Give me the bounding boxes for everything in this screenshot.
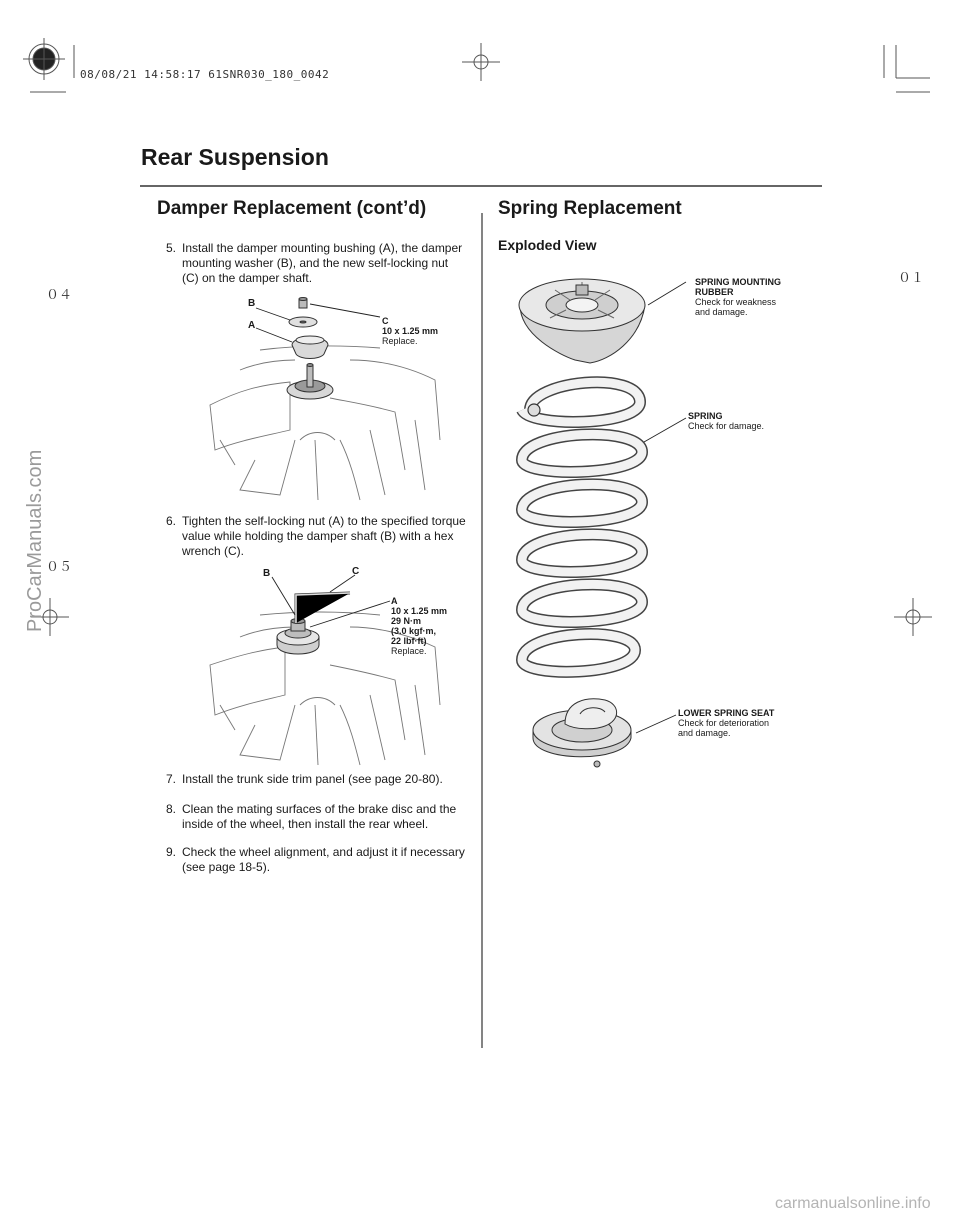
fig1-c-size: 10 x 1.25 mm xyxy=(382,326,439,336)
margin-mark-left-bottom: ０５ xyxy=(46,560,73,575)
callout-note: and damage. xyxy=(678,728,731,738)
callout-name: RUBBER xyxy=(695,287,734,297)
step-text: Check the wheel alignment, and adjust it if necessary (see page 18-5). xyxy=(182,845,465,874)
margin-mark-left-top: ０４ xyxy=(46,288,73,303)
callout-note: and damage. xyxy=(695,307,748,317)
callout-lower-spring-seat xyxy=(678,708,774,738)
step-text: Install the damper mounting bushing (A), the damper mounting washer (B), and the new self-locking nut (C) on the damper shaft. xyxy=(182,241,463,285)
fig1-label-a: A xyxy=(248,320,256,331)
print-stamp: 08/08/21 14:58:17 61SNR030_180_0042 xyxy=(80,68,330,81)
step-text: Install the trunk side trim panel (see page 20-80). xyxy=(182,772,443,786)
exploded-view-subheading: Exploded View xyxy=(498,237,597,253)
page-title: Rear Suspension xyxy=(141,144,329,170)
step-number: 9. xyxy=(166,845,177,859)
fig2-a-note: Replace. xyxy=(391,646,427,656)
fig2-a-size: 10 x 1.25 mm xyxy=(391,606,448,616)
fig2-a-torque-kgf: (3.0 kgf·m, xyxy=(391,626,437,636)
left-section-heading: Damper Replacement (cont’d) xyxy=(157,198,427,219)
step-number: 8. xyxy=(166,802,177,816)
callout-name: SPRING xyxy=(688,411,723,421)
callout-name: LOWER SPRING SEAT xyxy=(678,708,775,718)
right-section-heading: Spring Replacement xyxy=(498,198,682,219)
footer-watermark: carmanualsonline.info xyxy=(775,1195,931,1212)
side-watermark: ProCarManuals.com xyxy=(24,449,46,632)
callout-note: Check for deterioration xyxy=(678,718,770,728)
callout-spring xyxy=(688,411,764,431)
callout-spring-mounting-rubber xyxy=(695,277,781,317)
callout-note: Check for damage. xyxy=(688,421,765,431)
step-number: 6. xyxy=(166,514,177,528)
fig2-a-torque-nm: 29 N·m xyxy=(391,616,422,626)
margin-mark-right-top: ０１ xyxy=(898,271,925,286)
step-number: 5. xyxy=(166,241,177,255)
fig1-c-note: Replace. xyxy=(382,336,418,346)
fig2-label-c: C xyxy=(352,566,360,577)
callout-note: Check for weakness xyxy=(695,297,777,307)
step-text: Clean the mating surfaces of the brake disc and the inside of the wheel, then install the rear wheel. xyxy=(182,802,457,831)
step-number: 7. xyxy=(166,772,177,786)
fig2-label-a: A xyxy=(391,596,398,606)
fig2-a-torque-lbf: 22 lbf·ft) xyxy=(391,636,427,646)
fig1-label-c: C xyxy=(382,316,389,326)
step-text: Tighten the self-locking nut (A) to the specified torque value while holding the damper shaft (B) with a hex wrench (C). xyxy=(182,514,466,558)
callout-name: SPRING MOUNTING xyxy=(695,277,782,287)
fig2-label-b: B xyxy=(263,568,271,579)
fig1-label-b: B xyxy=(248,298,256,309)
